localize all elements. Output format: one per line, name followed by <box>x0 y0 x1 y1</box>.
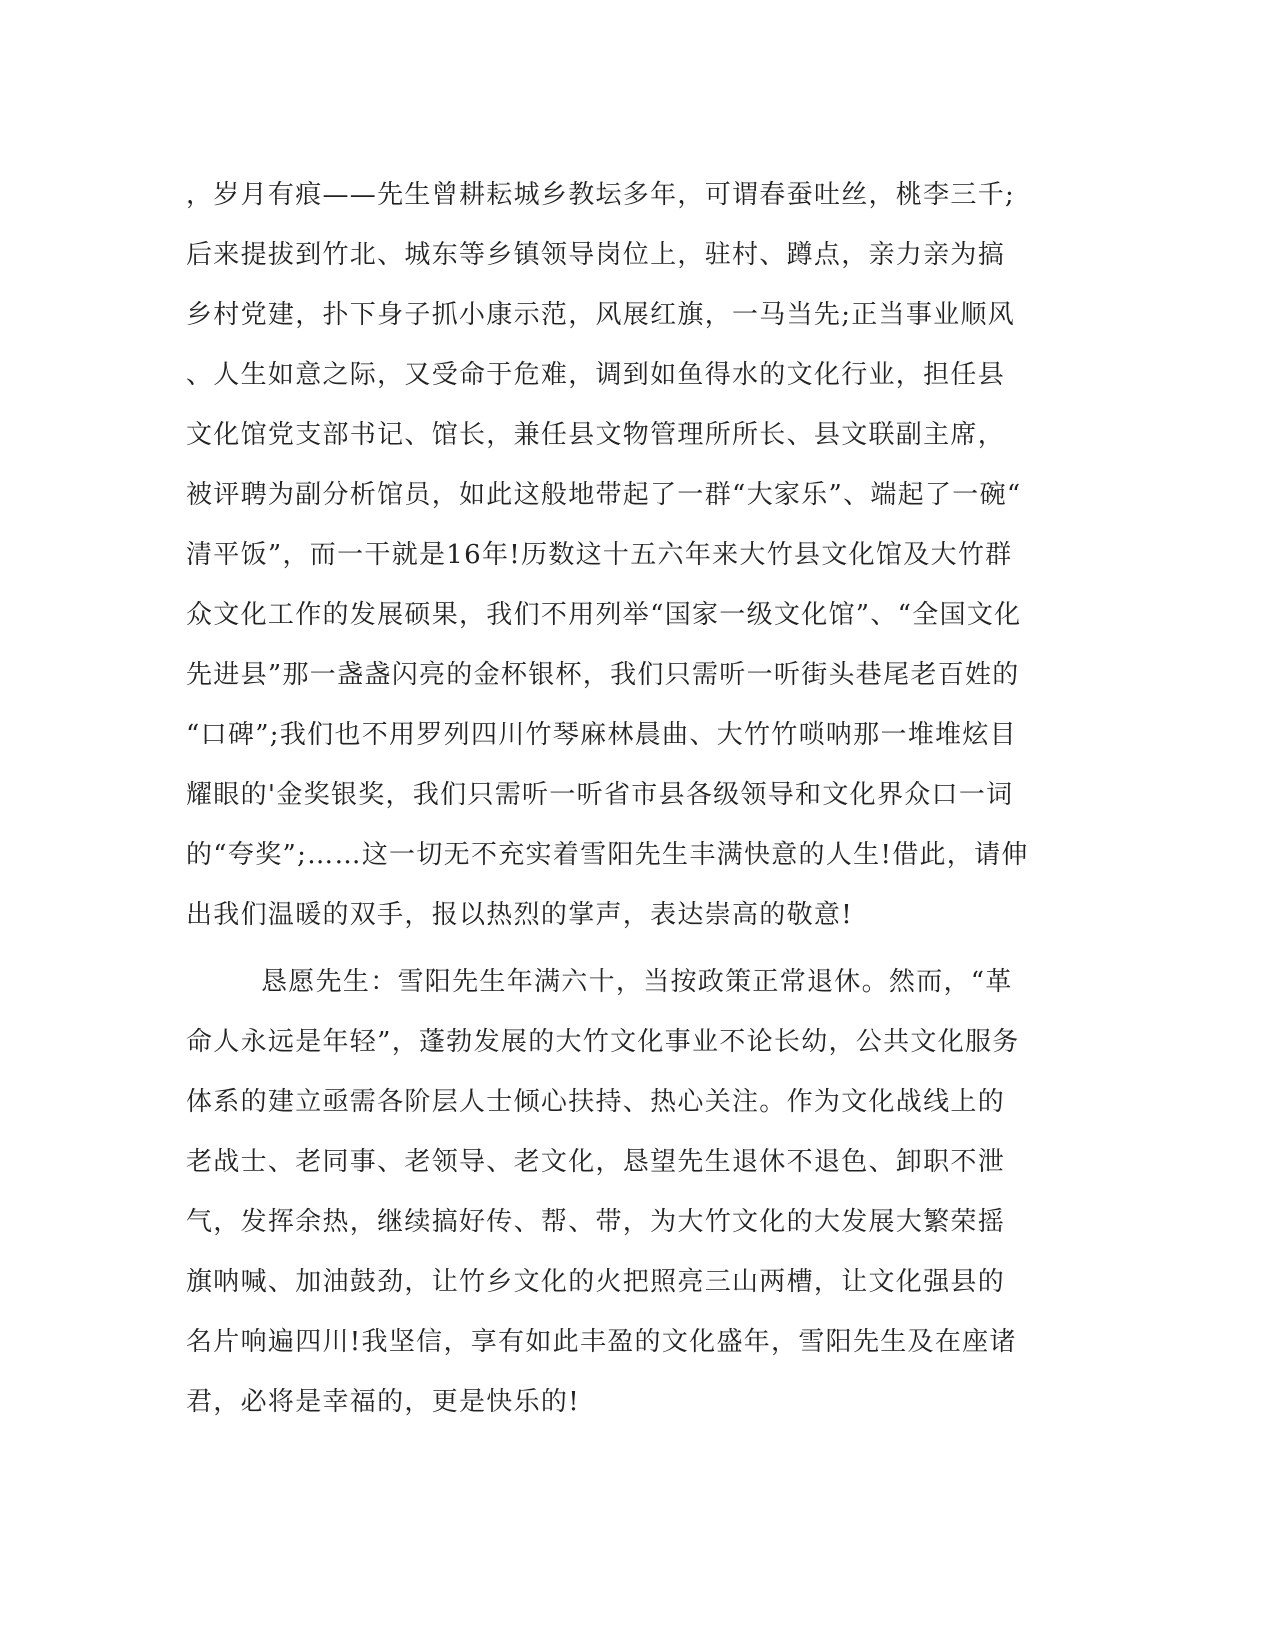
text-line: 君，必将是幸福的，更是快乐的! <box>186 1387 580 1417</box>
text-line: 清平饭”，而一干就是16年!历数这十五六年来大竹县文化馆及大竹群 <box>186 540 1013 570</box>
text-line: 耀眼的'金奖银奖，我们只需听一听省市县各级领导和文化界众口一词 <box>186 780 1014 810</box>
text-line: “口碑”;我们也不用罗列四川竹琴麻林晨曲、大竹竹唢呐那一堆堆炫目 <box>186 720 1017 750</box>
text-line: ，岁月有痕——先生曾耕耘城乡教坛多年，可谓春蚕吐丝，桃李三千; <box>186 180 1016 210</box>
text-line: 体系的建立亟需各阶层人士倾心扶持、热心关注。作为文化战线上的 <box>186 1087 1006 1117</box>
text-line: 出我们温暖的双手，报以热烈的掌声，表达崇高的敬意! <box>186 900 853 930</box>
text-line: 先进县”那一盏盏闪亮的金杯银杯，我们只需听一听街头巷尾老百姓的 <box>186 660 1020 690</box>
text-line: 、人生如意之际，又受命于危难，调到如鱼得水的文化行业，担任县 <box>186 360 1006 390</box>
text-line: 后来提拔到竹北、城东等乡镇领导岗位上，驻村、蹲点，亲力亲为搞 <box>186 240 1006 270</box>
text-line: 气，发挥余热，继续搞好传、帮、带，为大竹文化的大发展大繁荣摇 <box>186 1207 1006 1237</box>
text-line: 恳愿先生：雪阳先生年满六十，当按政策正常退休。然而，“革 <box>261 967 1013 997</box>
text-line: 被评聘为副分析馆员，如此这般地带起了一群“大家乐”、端起了一碗“ <box>186 480 1022 510</box>
text-line: 文化馆党支部书记、馆长，兼任县文物管理所所长、县文联副主席， <box>186 420 1006 450</box>
text-line: 名片响遍四川!我坚信，享有如此丰盈的文化盛年，雪阳先生及在座诸 <box>186 1327 1017 1357</box>
text-line: 众文化工作的发展硕果，我们不用列举“国家一级文化馆”、“全国文化 <box>186 600 1022 630</box>
text-line: 老战士、老同事、老领导、老文化，恳望先生退休不退色、卸职不泄 <box>186 1147 1006 1177</box>
paragraph-spacer <box>186 945 1076 952</box>
text-line: 命人永远是年轻”，蓬勃发展的大竹文化事业不论长幼，公共文化服务 <box>186 1027 1020 1057</box>
text-line: 旗呐喊、加油鼓劲，让竹乡文化的火把照亮三山两槽，让文化强县的 <box>186 1267 1006 1297</box>
document-body <box>186 165 1076 1432</box>
text-line: 的“夸奖”;……这一切无不充实着雪阳先生丰满快意的人生!借此，请伸 <box>186 840 1029 870</box>
paragraph-2 <box>186 952 1076 1432</box>
paragraph-1 <box>186 165 1076 945</box>
text-line: 乡村党建，扑下身子抓小康示范，风展红旗，一马当先;正当事业顺风 <box>186 300 1016 330</box>
